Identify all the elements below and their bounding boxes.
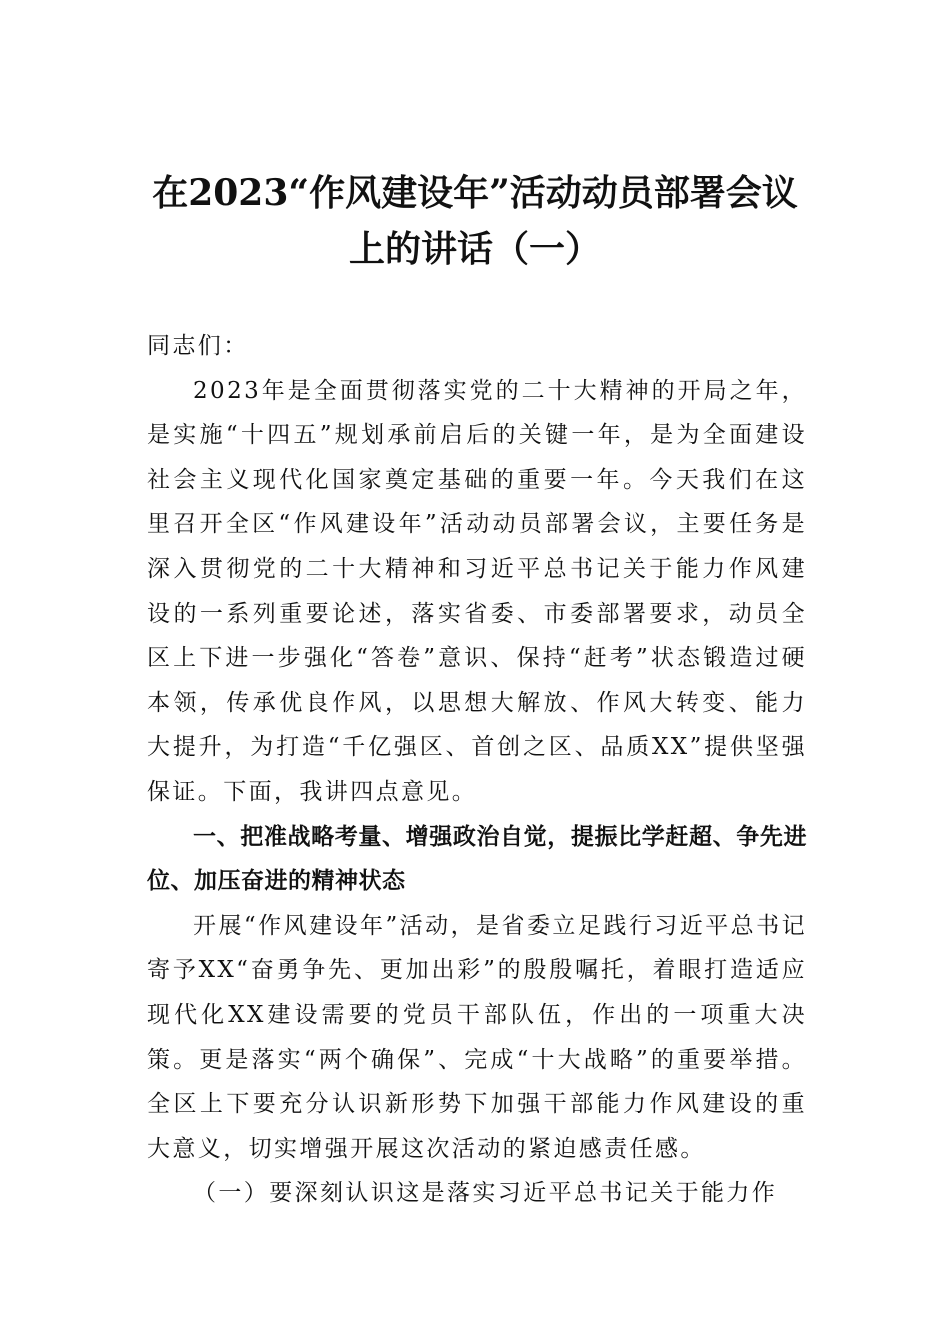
paragraph-3: （一）要深刻认识这是落实习近平总书记关于能力作 [193, 1180, 778, 1207]
document-title [140, 165, 810, 277]
document-body [147, 324, 807, 1216]
section-heading-1: 一、把准战略考量、增强政治自觉，提振比学赶超、争先进位、加压奋进的精神状态 [147, 823, 807, 895]
paragraph-1: 2023年是全面贯彻落实党的二十大精神的开局之年，是实施“十四五”规划承前启后的关键一年，是为全面建设社会主义现代化国家奠定基础的重要一年。今天我们在这里召开全区“作风建设年”活动动员部署会议，主要任务是深入贯彻党的二十大精神和习近平总书记关于能力作风建设的一系列重要论述，落实省委、市委部署要求，动员全区上下进一步强化“答卷”意识、保持“赶考”状态锻造过硬本领，传承优良作风，以思想大解放、作风大转变、能力大提升，为打造“千亿强区、首创之区、品质XX”提供坚强保证。下面，我讲四点意见。 [147, 377, 807, 805]
title-line-1: 在2023“作风建设年”活动动员部署会议 [152, 172, 798, 214]
salutation: 同志们： [147, 333, 249, 359]
paragraph-2: 开展“作风建设年”活动，是省委立足践行习近平总书记寄予XX“奋勇争先、更加出彩”的殷殷嘱托，着眼打造适应现代化XX建设需要的党员干部队伍，作出的一项重大决策。更是落实“两个确保”、完成“十大战略”的重要举措。全区上下要充分认识新形势下加强干部能力作风建设的重大意义，切实增强开展这次活动的紧迫感责任感。 [147, 912, 807, 1162]
title-line-2: 上的讲话（一） [348, 228, 601, 270]
